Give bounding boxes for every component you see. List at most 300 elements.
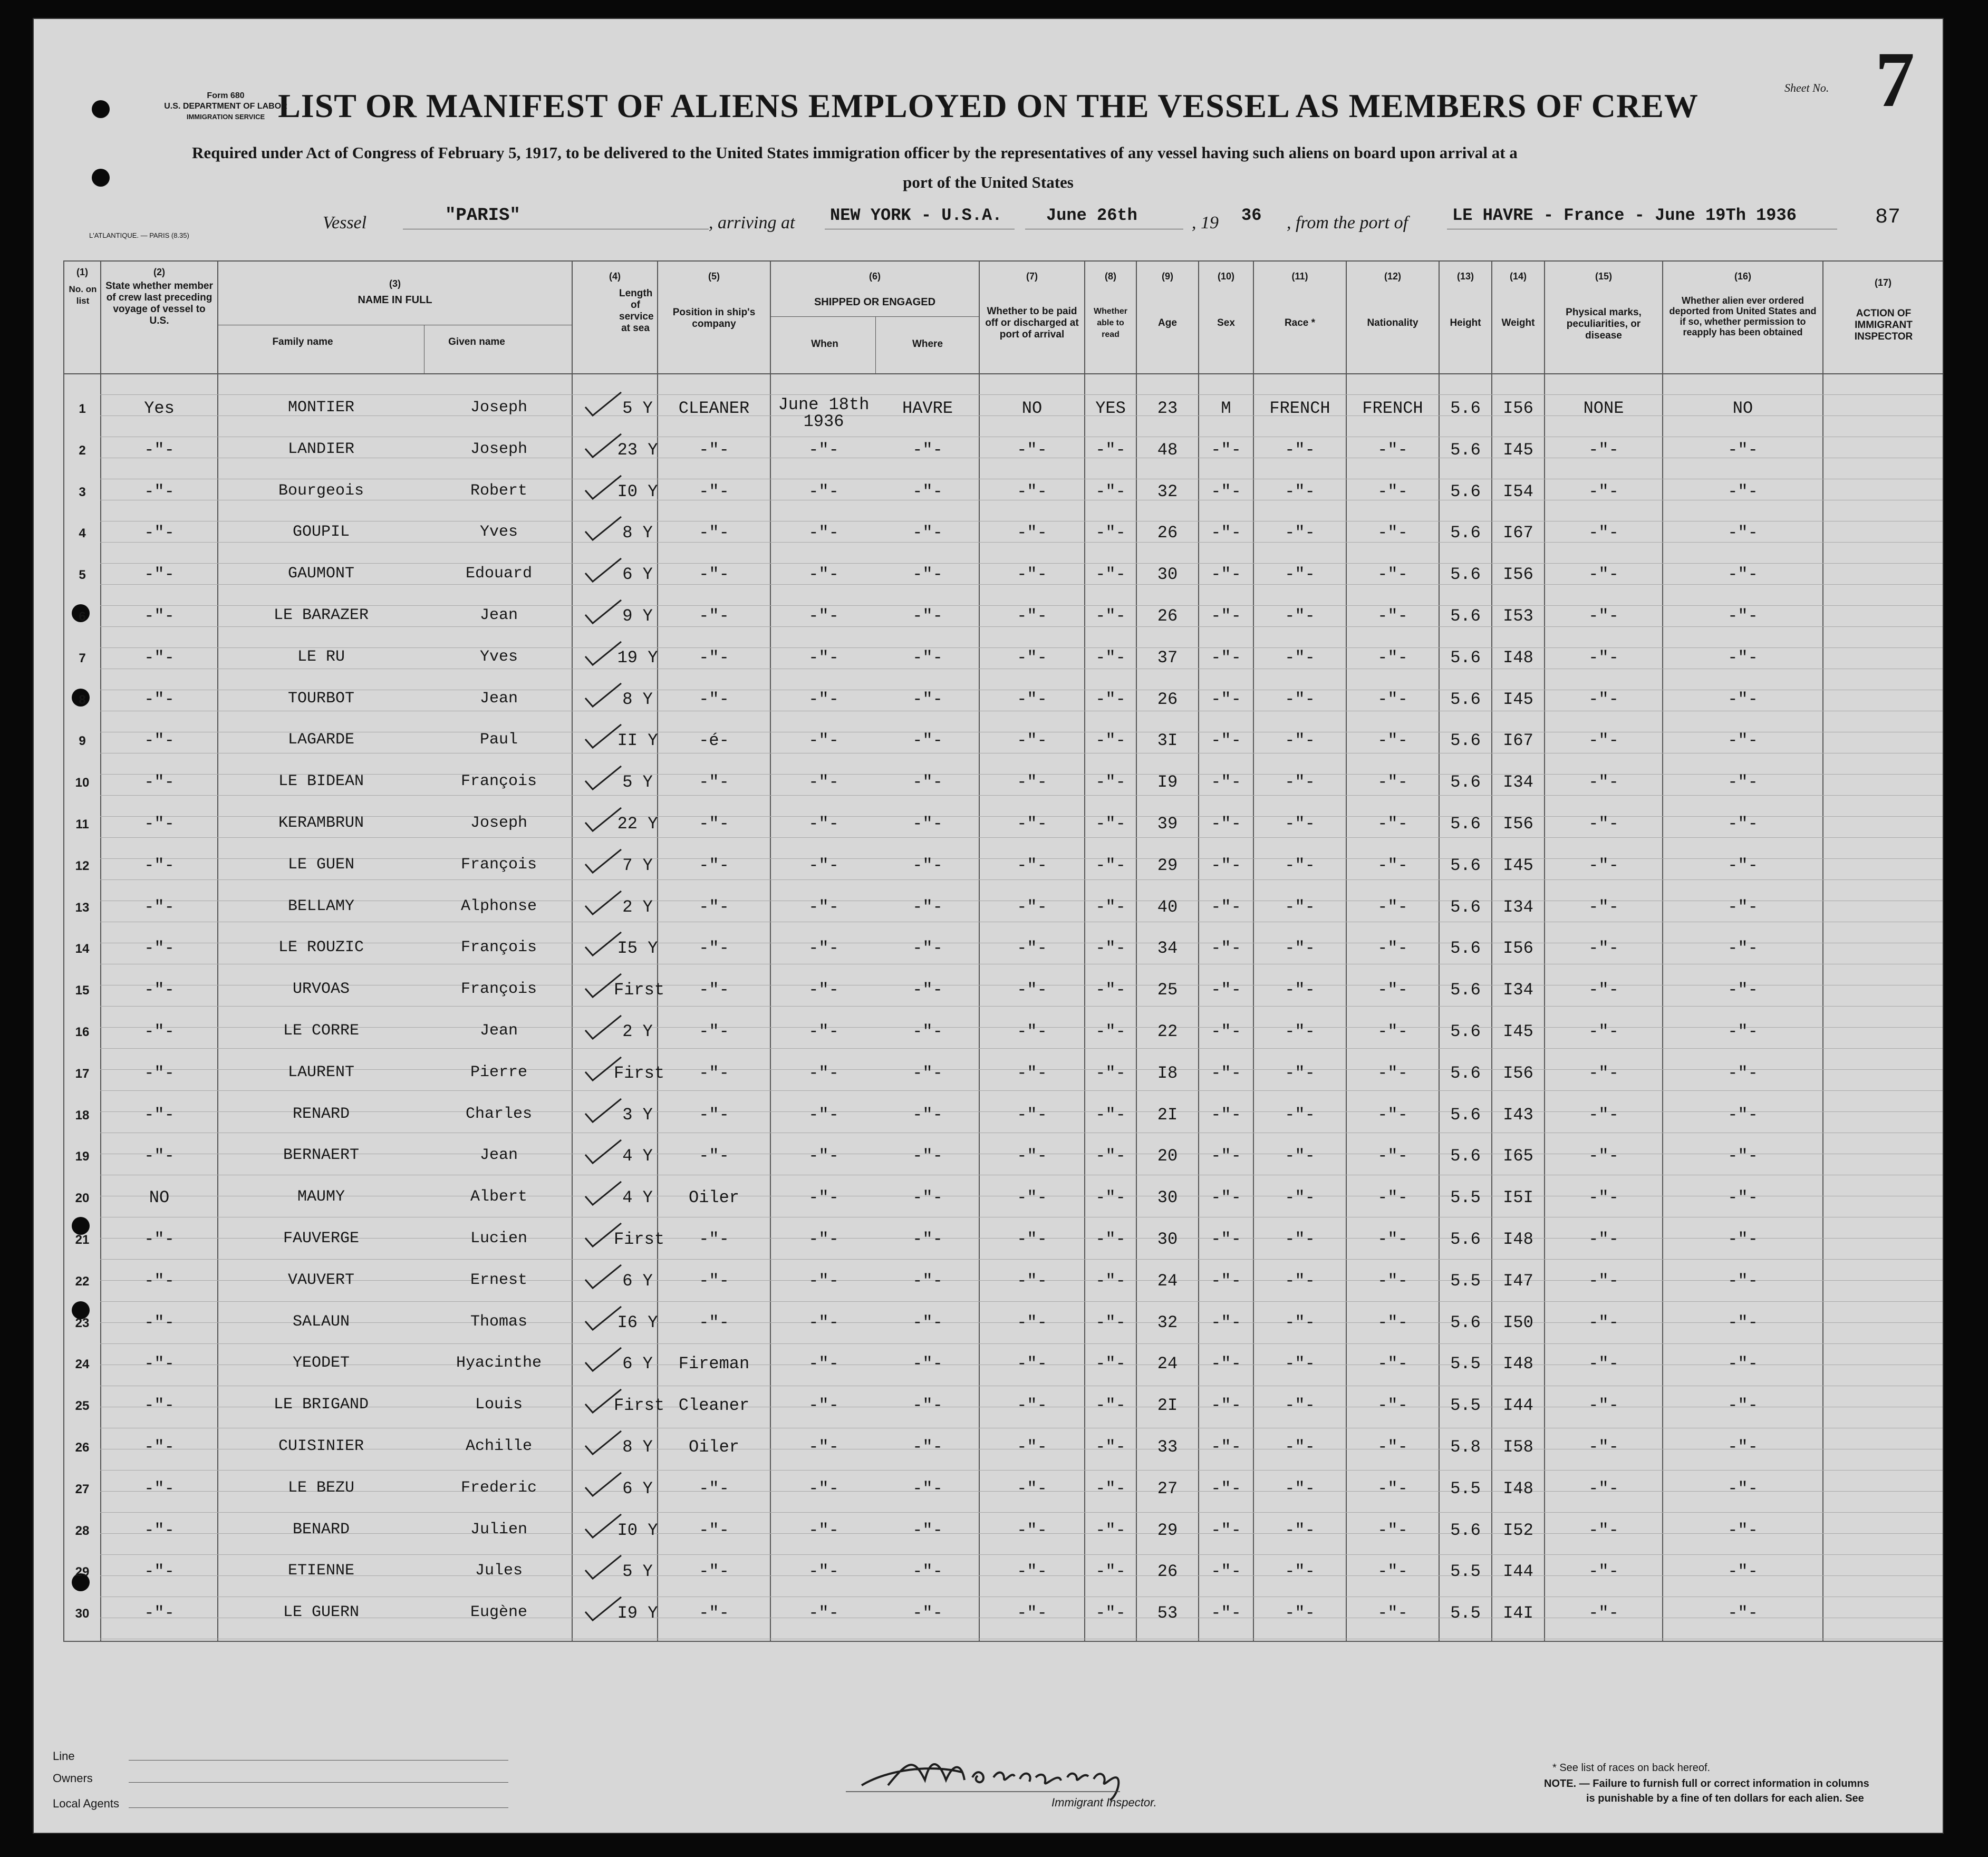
check-mark-icon <box>582 763 624 795</box>
cell-age: I8 <box>1157 1063 1178 1083</box>
cell-position: CLEANER <box>678 399 750 418</box>
col-num: (13) <box>1456 271 1474 282</box>
cell-previous-voyage: -"- <box>144 1396 175 1416</box>
cell-shipped-where: -"- <box>912 1312 943 1332</box>
cell-height: 5.6 <box>1450 481 1481 501</box>
cell-family-name: LE RU <box>297 647 345 666</box>
cell-position: Fireman <box>678 1354 750 1374</box>
cell-shipped-where: -"- <box>912 939 943 959</box>
cell-nationality: -"- <box>1377 1063 1408 1083</box>
cell-previous-voyage: -"- <box>144 1562 175 1582</box>
cell-height: 5.6 <box>1450 606 1481 626</box>
cell-family-name: LE BIDEAN <box>278 772 364 791</box>
header-given-name: Given name <box>448 336 505 347</box>
cell-physical-marks: -"- <box>1588 1437 1619 1457</box>
cell-given-name: Robert <box>470 481 528 500</box>
cell-race: -"- <box>1285 939 1315 959</box>
cell-height: 5.5 <box>1450 1188 1481 1208</box>
row-number: 19 <box>75 1149 90 1164</box>
cell-physical-marks: -"- <box>1588 814 1619 834</box>
cell-able-read: -"- <box>1095 814 1126 834</box>
cell-given-name: Eugène <box>470 1603 528 1622</box>
cell-race: -"- <box>1285 897 1315 917</box>
cell-race: -"- <box>1285 481 1315 501</box>
cell-position: -"- <box>699 523 729 543</box>
cell-paid-off: -"- <box>1017 1562 1047 1582</box>
col-num: (14) <box>1509 271 1527 282</box>
cell-shipped-when: -"- <box>808 1396 839 1416</box>
form-number: Form 680 <box>207 91 245 100</box>
ledger-rule <box>100 394 1943 395</box>
row-number: 18 <box>75 1108 90 1123</box>
cell-family-name: LE GUEN <box>287 855 355 874</box>
cell-paid-off: -"- <box>1017 440 1047 460</box>
check-mark-icon <box>582 846 624 878</box>
cell-deported: -"- <box>1728 523 1758 543</box>
cell-position: -"- <box>699 565 729 585</box>
table-bottom-border <box>63 1641 1943 1642</box>
row-number: 14 <box>75 942 90 956</box>
ledger-rule <box>100 1259 1943 1260</box>
cell-shipped-where: -"- <box>912 1603 943 1623</box>
cell-nationality: -"- <box>1377 939 1408 959</box>
cell-height: 5.6 <box>1450 772 1481 792</box>
cell-race: -"- <box>1285 1188 1315 1208</box>
check-mark-icon <box>582 1054 624 1086</box>
cell-age: 30 <box>1157 565 1178 585</box>
check-mark-icon <box>582 1178 624 1210</box>
cell-height: 5.5 <box>1450 1603 1481 1623</box>
cell-age: 48 <box>1157 440 1178 460</box>
header-physical: Physical marks, peculiarities, or disease <box>1566 307 1642 341</box>
cell-physical-marks: -"- <box>1588 855 1619 875</box>
row-number: 11 <box>75 817 89 831</box>
check-mark-icon <box>582 721 624 753</box>
row-number: 26 <box>75 1440 90 1455</box>
check-mark-icon <box>582 1137 624 1168</box>
cell-deported: -"- <box>1728 1022 1758 1041</box>
ledger-rule <box>100 1006 1943 1007</box>
cell-able-read: -"- <box>1095 1437 1126 1457</box>
cell-shipped-when: -"- <box>808 1230 839 1249</box>
cell-weight: I54 <box>1503 481 1533 501</box>
cell-race: -"- <box>1285 855 1315 875</box>
cell-weight: I48 <box>1503 647 1533 668</box>
cell-position: -"- <box>699 1562 729 1582</box>
vessel-name: "PARIS" <box>445 206 520 226</box>
cell-race: -"- <box>1285 1603 1315 1623</box>
cell-deported: -"- <box>1728 814 1758 834</box>
year-prefix: , 19 <box>1192 213 1219 233</box>
cell-paid-off: -"- <box>1017 980 1047 1000</box>
cell-family-name: LE BEZU <box>287 1478 355 1497</box>
cell-shipped-when: -"- <box>808 1478 839 1498</box>
cell-paid-off: NO <box>1021 399 1043 418</box>
cell-weight: I45 <box>1503 1022 1533 1041</box>
cell-race: -"- <box>1285 647 1315 668</box>
col-num: (11) <box>1291 271 1308 282</box>
subtitle-line1: Required under Act of Congress of February 5, 1917, to be delivered to the United States immigration officer by the representatives of any vessel having such aliens on board upon arrival at a <box>192 143 1518 162</box>
cell-sex: -"- <box>1211 523 1241 543</box>
cell-physical-marks: -"- <box>1588 1603 1619 1623</box>
cell-family-name: LE GUERN <box>283 1603 360 1622</box>
check-mark-icon <box>582 1469 624 1501</box>
cell-nationality: -"- <box>1377 1562 1408 1582</box>
cell-previous-voyage: NO <box>149 1188 170 1208</box>
cell-length-service: 5 Y <box>622 772 653 792</box>
cell-given-name: Pierre <box>470 1063 528 1081</box>
cell-height: 5.5 <box>1450 1396 1481 1416</box>
cell-paid-off: -"- <box>1017 897 1047 917</box>
cell-weight: I34 <box>1503 980 1533 1000</box>
row-number: 5 <box>79 568 86 583</box>
cell-position: -"- <box>699 980 729 1000</box>
cell-nationality: -"- <box>1377 1396 1408 1416</box>
cell-previous-voyage: -"- <box>144 523 175 543</box>
check-mark-icon <box>582 597 624 628</box>
cell-weight: I67 <box>1503 731 1533 751</box>
cell-length-service: 7 Y <box>622 855 653 875</box>
cell-race: -"- <box>1285 689 1315 709</box>
cell-race: -"- <box>1285 1478 1315 1498</box>
ledger-rule <box>100 795 1943 796</box>
cell-shipped-when: -"- <box>808 897 839 917</box>
cell-race: -"- <box>1285 772 1315 792</box>
cell-sex: -"- <box>1211 440 1241 460</box>
cell-physical-marks: -"- <box>1588 1271 1619 1291</box>
cell-height: 5.6 <box>1450 980 1481 1000</box>
header-when: When <box>811 338 838 350</box>
cell-weight: I50 <box>1503 1312 1533 1332</box>
cell-shipped-when: -"- <box>808 1022 839 1041</box>
cell-sex: -"- <box>1211 772 1241 792</box>
cell-weight: I43 <box>1503 1105 1533 1125</box>
cell-height: 5.6 <box>1450 814 1481 834</box>
cell-able-read: -"- <box>1095 565 1126 585</box>
cell-position: -"- <box>699 1271 729 1291</box>
cell-given-name: Jean <box>479 1022 518 1040</box>
cell-race: -"- <box>1285 1230 1315 1249</box>
cell-given-name: Jules <box>475 1562 523 1580</box>
cell-nationality: -"- <box>1377 647 1408 668</box>
cell-able-read: -"- <box>1095 1146 1126 1166</box>
cell-previous-voyage: -"- <box>144 814 175 834</box>
cell-length-service: 6 Y <box>622 1354 653 1374</box>
cell-paid-off: -"- <box>1017 1105 1047 1125</box>
cell-height: 5.6 <box>1450 897 1481 917</box>
cell-previous-voyage: -"- <box>144 897 175 917</box>
cell-sex: -"- <box>1211 481 1241 501</box>
cell-shipped-where: -"- <box>912 647 943 668</box>
row-number: 2 <box>79 443 86 458</box>
col-num: (12) <box>1384 271 1401 282</box>
cell-deported: -"- <box>1728 1146 1758 1166</box>
cell-height: 5.6 <box>1450 939 1481 959</box>
footer-note-races: * See list of races on back hereof. <box>1552 1762 1711 1774</box>
cell-deported: -"- <box>1728 1396 1758 1416</box>
col-num: (3) <box>389 278 401 289</box>
cell-position: -"- <box>699 1063 729 1083</box>
cell-previous-voyage: -"- <box>144 1063 175 1083</box>
row-number: 6 <box>79 610 86 624</box>
cell-shipped-when: -"- <box>808 647 839 668</box>
cell-shipped-when: -"- <box>808 1312 839 1332</box>
cell-previous-voyage: -"- <box>144 481 175 501</box>
table-header-border <box>63 373 1943 374</box>
cell-nationality: -"- <box>1377 1146 1408 1166</box>
row-number: 17 <box>75 1066 90 1081</box>
inspector-label: Immigrant Inspector. <box>1051 1796 1157 1809</box>
cell-physical-marks: -"- <box>1588 897 1619 917</box>
cell-age: 33 <box>1157 1437 1178 1457</box>
cell-deported: -"- <box>1728 1230 1758 1249</box>
cell-able-read: -"- <box>1095 606 1126 626</box>
cell-age: 20 <box>1157 1146 1178 1166</box>
cell-physical-marks: -"- <box>1588 1230 1619 1249</box>
cell-able-read: -"- <box>1095 523 1126 543</box>
cell-paid-off: -"- <box>1017 1520 1047 1540</box>
cell-previous-voyage: -"- <box>144 1603 175 1623</box>
cell-age: 2I <box>1157 1396 1178 1416</box>
cell-sex: -"- <box>1211 897 1241 917</box>
cell-paid-off: -"- <box>1017 1478 1047 1498</box>
cell-shipped-where: -"- <box>912 772 943 792</box>
cell-shipped-when: -"- <box>808 939 839 959</box>
cell-sex: -"- <box>1211 814 1241 834</box>
cell-able-read: -"- <box>1095 772 1126 792</box>
cell-previous-voyage: -"- <box>144 1271 175 1291</box>
cell-sex: -"- <box>1211 1478 1241 1498</box>
check-mark-icon <box>582 1303 624 1335</box>
row-number: 28 <box>75 1523 90 1538</box>
cell-able-read: -"- <box>1095 980 1126 1000</box>
cell-weight: I58 <box>1503 1437 1533 1457</box>
cell-nationality: -"- <box>1377 814 1408 834</box>
cell-physical-marks: -"- <box>1588 481 1619 501</box>
cell-position: Cleaner <box>678 1396 750 1416</box>
cell-family-name: ETIENNE <box>287 1562 355 1580</box>
cell-previous-voyage: -"- <box>144 1478 175 1498</box>
cell-given-name: François <box>460 980 537 999</box>
cell-previous-voyage: -"- <box>144 855 175 875</box>
cell-shipped-when: -"- <box>808 1520 839 1540</box>
arrival-date: June 26th <box>1046 206 1137 225</box>
cell-previous-voyage: Yes <box>144 399 175 418</box>
cell-deported: -"- <box>1728 1437 1758 1457</box>
cell-given-name: François <box>460 772 537 791</box>
inspector-signature <box>825 1748 1225 1812</box>
cell-shipped-when: -"- <box>808 1437 839 1457</box>
cell-weight: I67 <box>1503 523 1533 543</box>
cell-sex: -"- <box>1211 1230 1241 1249</box>
cell-nationality: -"- <box>1377 1188 1408 1208</box>
cell-age: 24 <box>1157 1354 1178 1374</box>
cell-weight: I48 <box>1503 1478 1533 1498</box>
cell-height: 5.5 <box>1450 1562 1481 1582</box>
cell-age: 26 <box>1157 606 1178 626</box>
cell-given-name: François <box>460 939 537 957</box>
cell-given-name: Jean <box>479 606 518 624</box>
cell-length-service: First <box>614 1230 665 1249</box>
cell-position: -"- <box>699 606 729 626</box>
row-number: 16 <box>75 1025 90 1039</box>
cell-shipped-where: -"- <box>912 1396 943 1416</box>
check-mark-icon <box>582 1220 624 1252</box>
cell-able-read: -"- <box>1095 1022 1126 1041</box>
cell-physical-marks: -"- <box>1588 565 1619 585</box>
cell-shipped-when: -"- <box>808 606 839 626</box>
cell-shipped-when: -"- <box>808 1188 839 1208</box>
cell-able-read: -"- <box>1095 1478 1126 1498</box>
cell-length-service: 8 Y <box>622 689 653 709</box>
row-number: 25 <box>75 1399 90 1414</box>
cell-length-service: I0 Y <box>617 481 658 501</box>
cell-length-service: First <box>614 1396 665 1416</box>
cell-deported: -"- <box>1728 731 1758 751</box>
footer-agents-label: Local Agents <box>53 1797 119 1810</box>
row-number: 15 <box>75 983 90 998</box>
cell-position: -"- <box>699 1603 729 1623</box>
cell-deported: NO <box>1732 399 1753 418</box>
cell-shipped-when: -"- <box>808 1562 839 1582</box>
cell-sex: -"- <box>1211 1437 1241 1457</box>
cell-length-service: 4 Y <box>622 1146 653 1166</box>
header-nationality: Nationality <box>1367 317 1418 328</box>
table-top-border <box>63 260 1943 262</box>
shipped-subrule <box>771 316 979 317</box>
cell-shipped-where: -"- <box>912 1188 943 1208</box>
cell-height: 5.6 <box>1450 689 1481 709</box>
ledger-rule <box>100 1470 1943 1471</box>
header-deported: Whether alien ever ordered deported from United States and if so, whether permission to reapply has been obtained <box>1669 295 1817 337</box>
cell-family-name: Bourgeois <box>278 481 364 500</box>
cell-paid-off: -"- <box>1017 523 1047 543</box>
cell-shipped-where: -"- <box>912 897 943 917</box>
header-state-whether: State whether member of crew last preceding voyage of vessel to U.S. <box>105 281 213 326</box>
cell-shipped-where: -"- <box>912 1562 943 1582</box>
col-num: (17) <box>1874 277 1892 288</box>
cell-shipped-where: -"- <box>912 1146 943 1166</box>
cell-physical-marks: -"- <box>1588 1105 1619 1125</box>
cell-nationality: -"- <box>1377 440 1408 460</box>
cell-family-name: LE BARAZER <box>273 606 369 624</box>
cell-shipped-where: -"- <box>912 689 943 709</box>
cell-physical-marks: -"- <box>1588 606 1619 626</box>
cell-sex: -"- <box>1211 606 1241 626</box>
cell-shipped-when: -"- <box>808 440 839 460</box>
cell-family-name: BENARD <box>292 1520 350 1539</box>
header-sex: Sex <box>1217 317 1235 328</box>
cell-physical-marks: -"- <box>1588 772 1619 792</box>
cell-deported: -"- <box>1728 689 1758 709</box>
cell-age: 29 <box>1157 855 1178 875</box>
cell-sex: -"- <box>1211 939 1241 959</box>
cell-physical-marks: -"- <box>1588 1520 1619 1540</box>
cell-family-name: FAUVERGE <box>283 1230 360 1247</box>
cell-age: 27 <box>1157 1478 1178 1498</box>
cell-age: 2I <box>1157 1105 1178 1125</box>
cell-age: 23 <box>1157 399 1178 418</box>
row-number: 3 <box>79 485 86 499</box>
table-column-divider <box>63 260 64 1641</box>
check-mark-icon <box>582 431 624 462</box>
cell-race: -"- <box>1285 606 1315 626</box>
check-mark-icon <box>582 472 624 504</box>
cell-shipped-where: -"- <box>912 440 943 460</box>
cell-deported: -"- <box>1728 1105 1758 1125</box>
cell-previous-voyage: -"- <box>144 939 175 959</box>
footer-line-rule <box>129 1760 508 1761</box>
cell-shipped-where: -"- <box>912 1105 943 1125</box>
check-mark-icon <box>582 389 624 421</box>
cell-age: 26 <box>1157 1562 1178 1582</box>
cell-family-name: RENARD <box>292 1105 350 1123</box>
cell-shipped-when: June 18th 1936 <box>778 395 870 431</box>
cell-height: 5.6 <box>1450 1022 1481 1041</box>
cell-race: -"- <box>1285 1146 1315 1166</box>
cell-given-name: Frederic <box>460 1478 537 1497</box>
cell-nationality: FRENCH <box>1362 399 1423 418</box>
cell-shipped-where: -"- <box>912 980 943 1000</box>
cell-sex: -"- <box>1211 1603 1241 1623</box>
cell-sex: -"- <box>1211 980 1241 1000</box>
cell-paid-off: -"- <box>1017 1396 1047 1416</box>
footer-note-fine-2: is punishable by a fine of ten dollars for each alien. See <box>1586 1793 1864 1804</box>
header-action: ACTION OF IMMIGRANT INSPECTOR <box>1854 308 1913 342</box>
header-paid-off: Whether to be paid off or discharged at port of arrival <box>985 306 1079 340</box>
cell-given-name: Alphonse <box>460 897 537 915</box>
cell-previous-voyage: -"- <box>144 1437 175 1457</box>
cell-position: -"- <box>699 772 729 792</box>
cell-physical-marks: -"- <box>1588 1146 1619 1166</box>
cell-nationality: -"- <box>1377 481 1408 501</box>
table-column-divider <box>1822 260 1823 1641</box>
check-mark-icon <box>582 1594 624 1626</box>
cell-able-read: -"- <box>1095 855 1126 875</box>
cell-previous-voyage: -"- <box>144 1146 175 1166</box>
cell-weight: I4I <box>1503 1603 1533 1623</box>
cell-length-service: 23 Y <box>617 440 658 460</box>
ledger-rule <box>100 626 1943 627</box>
header-no-on-list: No. on list <box>69 284 97 306</box>
cell-paid-off: -"- <box>1017 1603 1047 1623</box>
cell-family-name: TOURBOT <box>287 689 355 708</box>
cell-deported: -"- <box>1728 897 1758 917</box>
cell-position: -"- <box>699 1230 729 1249</box>
cell-weight: I65 <box>1503 1146 1533 1166</box>
cell-shipped-where: -"- <box>912 731 943 751</box>
cell-height: 5.5 <box>1450 1271 1481 1291</box>
cell-physical-marks: -"- <box>1588 1022 1619 1041</box>
cell-age: 34 <box>1157 939 1178 959</box>
cell-race: FRENCH <box>1269 399 1330 418</box>
sheet-number: 7 <box>1875 36 1915 123</box>
check-mark-icon <box>582 888 624 920</box>
cell-sex: -"- <box>1211 855 1241 875</box>
cell-nationality: -"- <box>1377 523 1408 543</box>
row-number: 20 <box>75 1191 90 1206</box>
cell-age: 26 <box>1157 689 1178 709</box>
cell-height: 5.5 <box>1450 1354 1481 1374</box>
cell-family-name: GOUPIL <box>292 523 350 541</box>
cell-height: 5.6 <box>1450 523 1481 543</box>
cell-shipped-where: -"- <box>912 1271 943 1291</box>
cell-shipped-where: -"- <box>912 1063 943 1083</box>
cell-previous-voyage: -"- <box>144 980 175 1000</box>
row-number: 30 <box>75 1607 90 1621</box>
col-num: (6) <box>869 271 881 282</box>
cell-length-service: 5 Y <box>622 1562 653 1582</box>
